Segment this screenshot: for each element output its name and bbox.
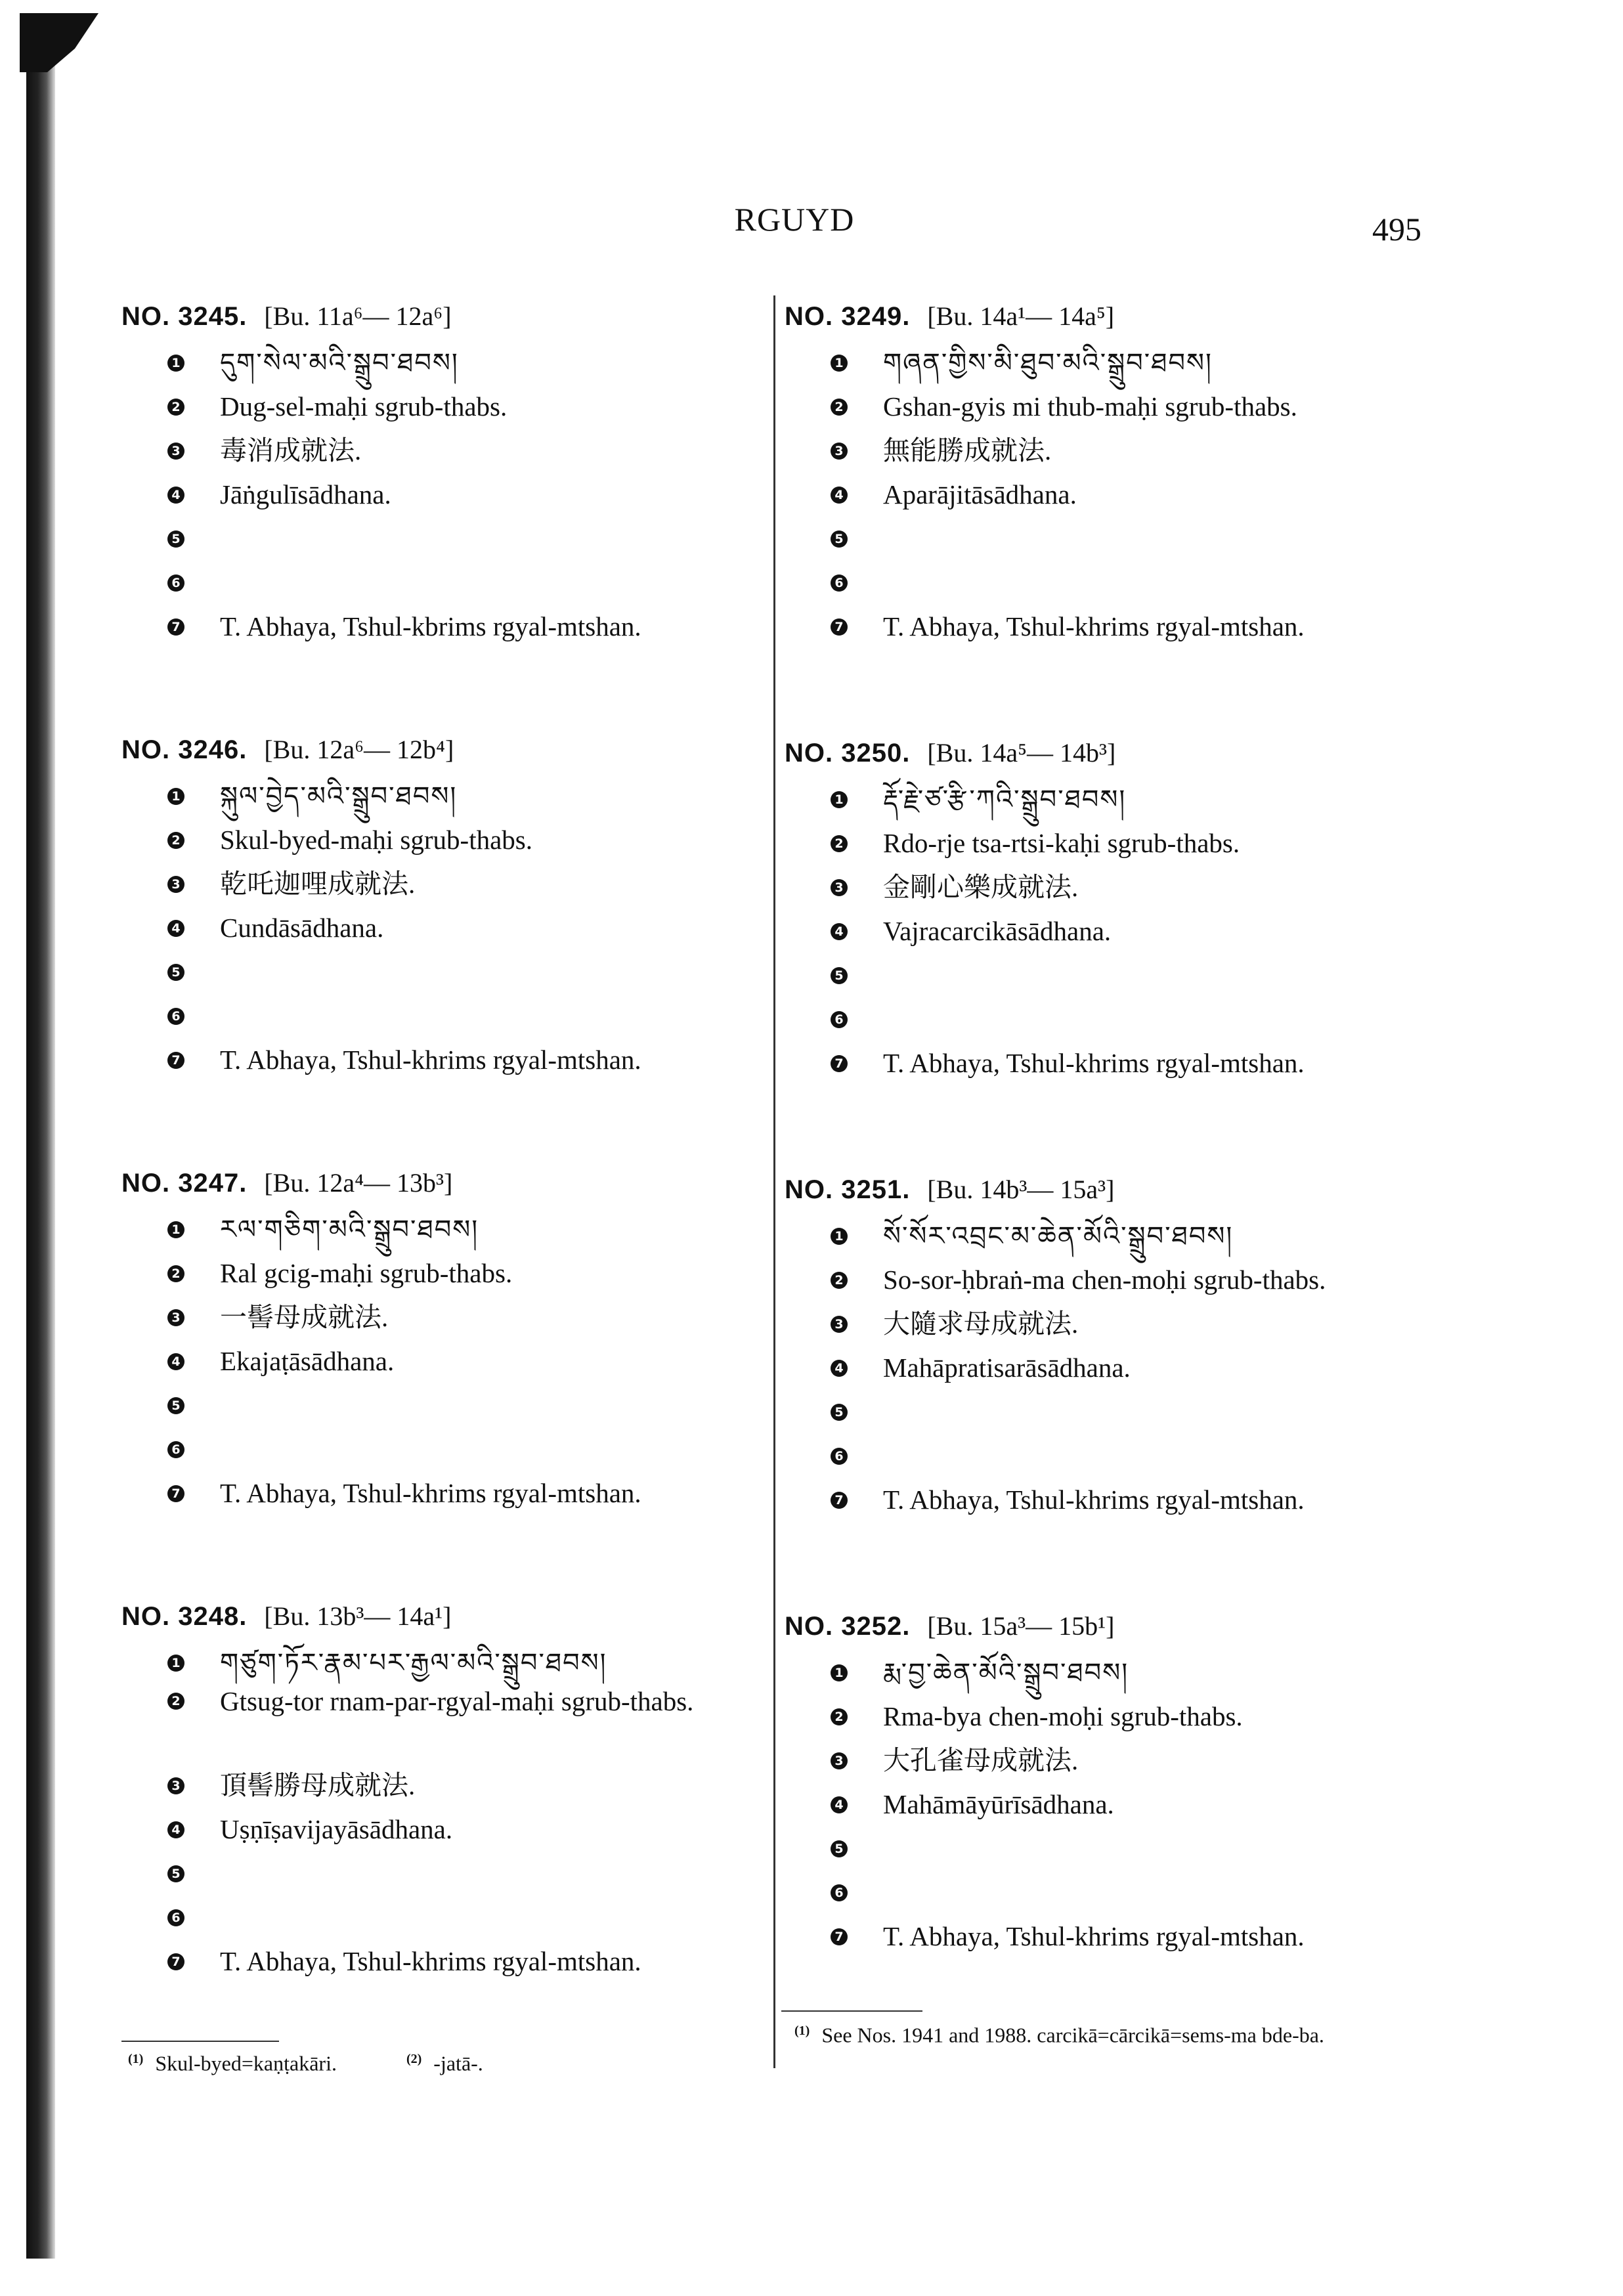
running-head: RGUYD	[734, 201, 855, 238]
entry-field-4	[121, 1808, 778, 1852]
circled-number-marker: 4	[831, 923, 848, 940]
sanskrit-title: Mahāmāyūrīsādhana.	[883, 1789, 1114, 1819]
footnote-marker: (1)	[794, 2024, 810, 2038]
tibetan-title: གཞན་གྱིས་མི་ཐུབ་མའི་སྒྲུབ་ཐབས།	[883, 348, 1213, 378]
entry-field-2	[121, 1251, 778, 1295]
entry-field-6	[121, 1427, 778, 1471]
translator-line: T. Abhaya, Tshul-khrims rgyal-mtshan.	[883, 1048, 1305, 1078]
entry-header	[121, 1592, 778, 1641]
circled-number-marker: 1	[831, 355, 848, 372]
circled-number-marker: 3	[831, 879, 848, 896]
entry-header	[121, 1159, 778, 1207]
entry-number: NO. 3252.	[785, 1612, 911, 1641]
tibetan-title: དུག་སེལ་མའི་སྒྲུབ་ཐབས།	[220, 348, 459, 378]
entry-field-1	[785, 341, 1441, 385]
entry-field-1	[121, 1207, 778, 1251]
catalog-entry	[121, 726, 778, 1159]
catalog-entry	[121, 1592, 778, 2025]
circled-number-marker: 3	[831, 443, 848, 460]
entry-reference: [Bu. 11a⁶— 12a⁶]	[264, 301, 452, 331]
right-column	[785, 292, 1441, 2039]
circled-number-marker: 7	[167, 1953, 184, 1970]
entry-field-4	[785, 909, 1441, 953]
circled-number-marker: 7	[831, 618, 848, 636]
circled-number-marker: 1	[831, 791, 848, 808]
entry-reference: [Bu. 14b³— 15a³]	[927, 1175, 1115, 1204]
transliteration: Gtsug-tor rnam-par-rgyal-maḥi sgrub-thabs.	[220, 1686, 694, 1716]
tibetan-title: སོ་སོར་འབྲང་མ་ཆེན་མོའི་སྒྲུབ་ཐབས།	[883, 1221, 1234, 1251]
entry-field-3	[121, 862, 778, 906]
circled-number-marker: 4	[831, 1796, 848, 1813]
circled-number-marker: 1	[831, 1228, 848, 1245]
entry-field-4	[121, 906, 778, 950]
circled-number-marker: 5	[167, 1865, 184, 1882]
entry-number: NO. 3247.	[121, 1169, 248, 1198]
circled-number-marker: 2	[831, 1708, 848, 1725]
entry-field-1	[121, 774, 778, 818]
entry-field-1	[121, 1641, 778, 1685]
footnote-right	[794, 2017, 1398, 2049]
catalog-entry	[785, 1165, 1441, 1602]
sanskrit-title: Cundāsādhana.	[220, 913, 384, 943]
entry-field-4	[121, 473, 778, 517]
entry-field-2	[121, 385, 778, 429]
circled-number-marker: 3	[167, 876, 184, 893]
entry-field-7	[121, 605, 778, 649]
circled-number-marker: 6	[167, 1909, 184, 1926]
footnote-rule-left	[121, 2041, 279, 2042]
circled-number-marker: 7	[831, 1928, 848, 1945]
entry-field-1	[785, 777, 1441, 821]
circled-number-marker: 3	[167, 1309, 184, 1326]
circled-number-marker: 3	[831, 1752, 848, 1769]
sanskrit-title: Aparājitāsādhana.	[883, 479, 1077, 509]
entry-field-4	[785, 473, 1441, 517]
chinese-title: 一髻母成就法.	[220, 1302, 389, 1332]
entry-header	[121, 726, 778, 774]
entry-field-2	[785, 1258, 1441, 1302]
translator-line: T. Abhaya, Tshul-kbrims rgyal-mtshan.	[220, 611, 641, 641]
tibetan-title: སྐུལ་བྱེད་མའི་སྒྲུབ་ཐབས།	[220, 781, 458, 811]
entry-field-7	[785, 605, 1441, 649]
entry-field-5	[785, 1827, 1441, 1871]
entry-reference: [Bu. 14a¹— 14a⁵]	[927, 301, 1115, 331]
translator-line: T. Abhaya, Tshul-khrims rgyal-mtshan.	[883, 1921, 1305, 1951]
translator-line: T. Abhaya, Tshul-khrims rgyal-mtshan.	[220, 1045, 641, 1075]
circled-number-marker: 1	[831, 1664, 848, 1681]
entry-field-3	[121, 1295, 778, 1339]
entry-field-6	[121, 561, 778, 605]
entry-reference: [Bu. 13b³— 14a¹]	[264, 1601, 452, 1631]
entry-field-7	[785, 1041, 1441, 1085]
entry-reference: [Bu. 12a⁴— 13b³]	[264, 1168, 453, 1198]
entry-field-7	[121, 1038, 778, 1082]
circled-number-marker: 1	[167, 1221, 184, 1238]
entry-header	[785, 292, 1441, 341]
circled-number-marker: 4	[167, 1821, 184, 1838]
sanskrit-title: Mahāpratisarāsādhana.	[883, 1353, 1131, 1383]
chinese-title: 大隨求母成就法.	[883, 1309, 1079, 1339]
translator-line: T. Abhaya, Tshul-khrims rgyal-mtshan.	[220, 1478, 641, 1508]
transliteration: Ral gcig-maḥi sgrub-thabs.	[220, 1258, 513, 1288]
entry-field-2	[121, 818, 778, 862]
entry-number: NO. 3251.	[785, 1175, 911, 1204]
circled-number-marker: 5	[167, 1397, 184, 1414]
circled-number-marker: 2	[167, 1265, 184, 1282]
entry-field-3	[121, 429, 778, 473]
footnote-left	[128, 2045, 719, 2077]
left-column	[121, 292, 778, 2025]
sanskrit-title: Vajracarcikāsādhana.	[883, 916, 1112, 946]
entry-field-5	[121, 1852, 778, 1895]
circled-number-marker: 6	[831, 1011, 848, 1028]
circled-number-marker: 4	[167, 920, 184, 937]
transliteration: Rma-bya chen-moḥi sgrub-thabs.	[883, 1701, 1243, 1731]
circled-number-marker: 3	[831, 1316, 848, 1333]
entry-field-2	[121, 1685, 778, 1764]
tibetan-title: རྡོ་རྗེ་ཙ་རྩི་ཀའི་སྒྲུབ་ཐབས།	[883, 785, 1127, 814]
catalog-entry	[121, 1159, 778, 1592]
translator-line: T. Abhaya, Tshul-khrims rgyal-mtshan.	[883, 1484, 1305, 1515]
circled-number-marker: 2	[167, 832, 184, 849]
transliteration: Dug-sel-maḥi sgrub-thabs.	[220, 391, 508, 422]
entry-header	[785, 729, 1441, 777]
entry-field-2	[785, 1695, 1441, 1739]
entry-field-6	[785, 1434, 1441, 1478]
circled-number-marker: 5	[831, 967, 848, 984]
transliteration: Skul-byed-maḥi sgrub-thabs.	[220, 825, 532, 855]
entry-field-6	[121, 1895, 778, 1939]
entry-number: NO. 3246.	[121, 735, 248, 764]
transliteration: Rdo-rje tsa-rtsi-kaḥi sgrub-thabs.	[883, 828, 1240, 858]
page-spine-shadow	[26, 13, 55, 2259]
entry-field-7	[785, 1478, 1441, 1522]
catalog-entry	[785, 729, 1441, 1165]
circled-number-marker: 1	[167, 1655, 184, 1672]
entry-header	[121, 292, 778, 341]
entry-field-7	[785, 1915, 1441, 1959]
entry-field-6	[785, 1871, 1441, 1915]
translator-line: T. Abhaya, Tshul-khrims rgyal-mtshan.	[220, 1946, 641, 1976]
entry-field-4	[785, 1783, 1441, 1827]
entry-number: NO. 3248.	[121, 1602, 248, 1631]
entry-field-1	[785, 1214, 1441, 1258]
tibetan-title: རལ་གཅིག་མའི་སྒྲུབ་ཐབས།	[220, 1215, 479, 1244]
footnote-text: Skul-byed=kaṇṭakāri.	[155, 2051, 337, 2075]
entry-field-5	[121, 517, 778, 561]
entry-reference: [Bu. 12a⁶— 12b⁴]	[264, 735, 454, 764]
entry-field-1	[121, 341, 778, 385]
entry-field-3	[121, 1764, 778, 1808]
circled-number-marker: 7	[831, 1055, 848, 1072]
entry-field-6	[785, 561, 1441, 605]
circled-number-marker: 2	[831, 399, 848, 416]
entry-field-5	[785, 517, 1441, 561]
footnote-marker: (1)	[128, 2052, 144, 2066]
circled-number-marker: 5	[167, 964, 184, 981]
chinese-title: 頂髻勝母成就法.	[220, 1770, 416, 1800]
entry-field-5	[785, 953, 1441, 997]
sanskrit-title: Uṣṇīṣavijayāsādhana.	[220, 1814, 453, 1844]
circled-number-marker: 2	[831, 835, 848, 852]
tibetan-title: རྨ་བྱ་ཆེན་མོའི་སྒྲུབ་ཐབས།	[883, 1658, 1129, 1687]
entry-field-5	[785, 1390, 1441, 1434]
circled-number-marker: 1	[167, 355, 184, 372]
chinese-title: 毒消成就法.	[220, 435, 362, 466]
entry-field-5	[121, 1383, 778, 1427]
circled-number-marker: 6	[167, 1008, 184, 1025]
entry-reference: [Bu. 15a³— 15b¹]	[927, 1611, 1115, 1641]
sanskrit-title: Ekajaṭāsādhana.	[220, 1346, 395, 1376]
circled-number-marker: 5	[831, 1840, 848, 1857]
transliteration: So-sor-ḥbraṅ-ma chen-moḥi sgrub-thabs.	[883, 1265, 1326, 1295]
entry-number: NO. 3249.	[785, 302, 911, 331]
entry-field-4	[121, 1339, 778, 1383]
entry-number: NO. 3250.	[785, 739, 911, 768]
circled-number-marker: 1	[167, 788, 184, 805]
transliteration: Gshan-gyis mi thub-maḥi sgrub-thabs.	[883, 391, 1297, 422]
circled-number-marker: 6	[167, 574, 184, 592]
circled-number-marker: 3	[167, 1777, 184, 1794]
entry-field-7	[121, 1471, 778, 1515]
translator-line: T. Abhaya, Tshul-khrims rgyal-mtshan.	[883, 611, 1305, 641]
chinese-title: 金剛心樂成就法.	[883, 872, 1079, 902]
circled-number-marker: 7	[831, 1492, 848, 1509]
entry-field-1	[785, 1651, 1441, 1695]
catalog-entry	[121, 292, 778, 726]
circled-number-marker: 6	[831, 1448, 848, 1465]
entry-field-6	[785, 997, 1441, 1041]
entry-header	[785, 1602, 1441, 1651]
circled-number-marker: 4	[831, 1360, 848, 1377]
circled-number-marker: 3	[167, 443, 184, 460]
circled-number-marker: 7	[167, 1052, 184, 1069]
entry-header	[785, 1165, 1441, 1214]
entry-field-7	[121, 1939, 778, 1983]
circled-number-marker: 6	[831, 1884, 848, 1901]
entry-field-3	[785, 1739, 1441, 1783]
catalog-entry	[785, 292, 1441, 729]
circled-number-marker: 2	[167, 1693, 184, 1710]
entry-field-3	[785, 1302, 1441, 1346]
chinese-title: 無能勝成就法.	[883, 435, 1052, 466]
entry-field-6	[121, 994, 778, 1038]
page-spine-corner	[20, 13, 98, 72]
circled-number-marker: 5	[167, 531, 184, 548]
page-number: 495	[1372, 211, 1421, 248]
circled-number-marker: 6	[831, 574, 848, 592]
circled-number-marker: 7	[167, 618, 184, 636]
circled-number-marker: 2	[831, 1272, 848, 1289]
chinese-title: 大孔雀母成就法.	[883, 1745, 1079, 1775]
sanskrit-title: Jāṅgulīsādhana.	[220, 479, 391, 509]
entry-field-2	[785, 821, 1441, 865]
footnote-text: -jatā-.	[433, 2051, 483, 2075]
entry-reference: [Bu. 14a⁵— 14b³]	[927, 738, 1116, 768]
footnote-rule-right	[781, 2010, 922, 2012]
entry-field-3	[785, 865, 1441, 909]
entry-field-2	[785, 385, 1441, 429]
circled-number-marker: 7	[167, 1485, 184, 1502]
circled-number-marker: 2	[167, 399, 184, 416]
chinese-title: 乾吒迦哩成就法.	[220, 869, 416, 899]
catalog-entry	[785, 1602, 1441, 2039]
tibetan-title: གཙུག་ཏོར་རྣམ་པར་རྒྱལ་མའི་སྒྲུབ་ཐབས།	[220, 1648, 607, 1678]
footnote-text: See Nos. 1941 and 1988. carcikā=cārcikā=sems-ma bde-ba.	[821, 2023, 1324, 2047]
circled-number-marker: 5	[831, 1404, 848, 1421]
entry-field-3	[785, 429, 1441, 473]
circled-number-marker: 5	[831, 531, 848, 548]
circled-number-marker: 6	[167, 1441, 184, 1458]
entry-number: NO. 3245.	[121, 302, 248, 331]
footnote-marker: (2)	[406, 2052, 422, 2066]
circled-number-marker: 4	[167, 487, 184, 504]
circled-number-marker: 4	[831, 487, 848, 504]
entry-field-5	[121, 950, 778, 994]
entry-field-4	[785, 1346, 1441, 1390]
circled-number-marker: 4	[167, 1353, 184, 1370]
